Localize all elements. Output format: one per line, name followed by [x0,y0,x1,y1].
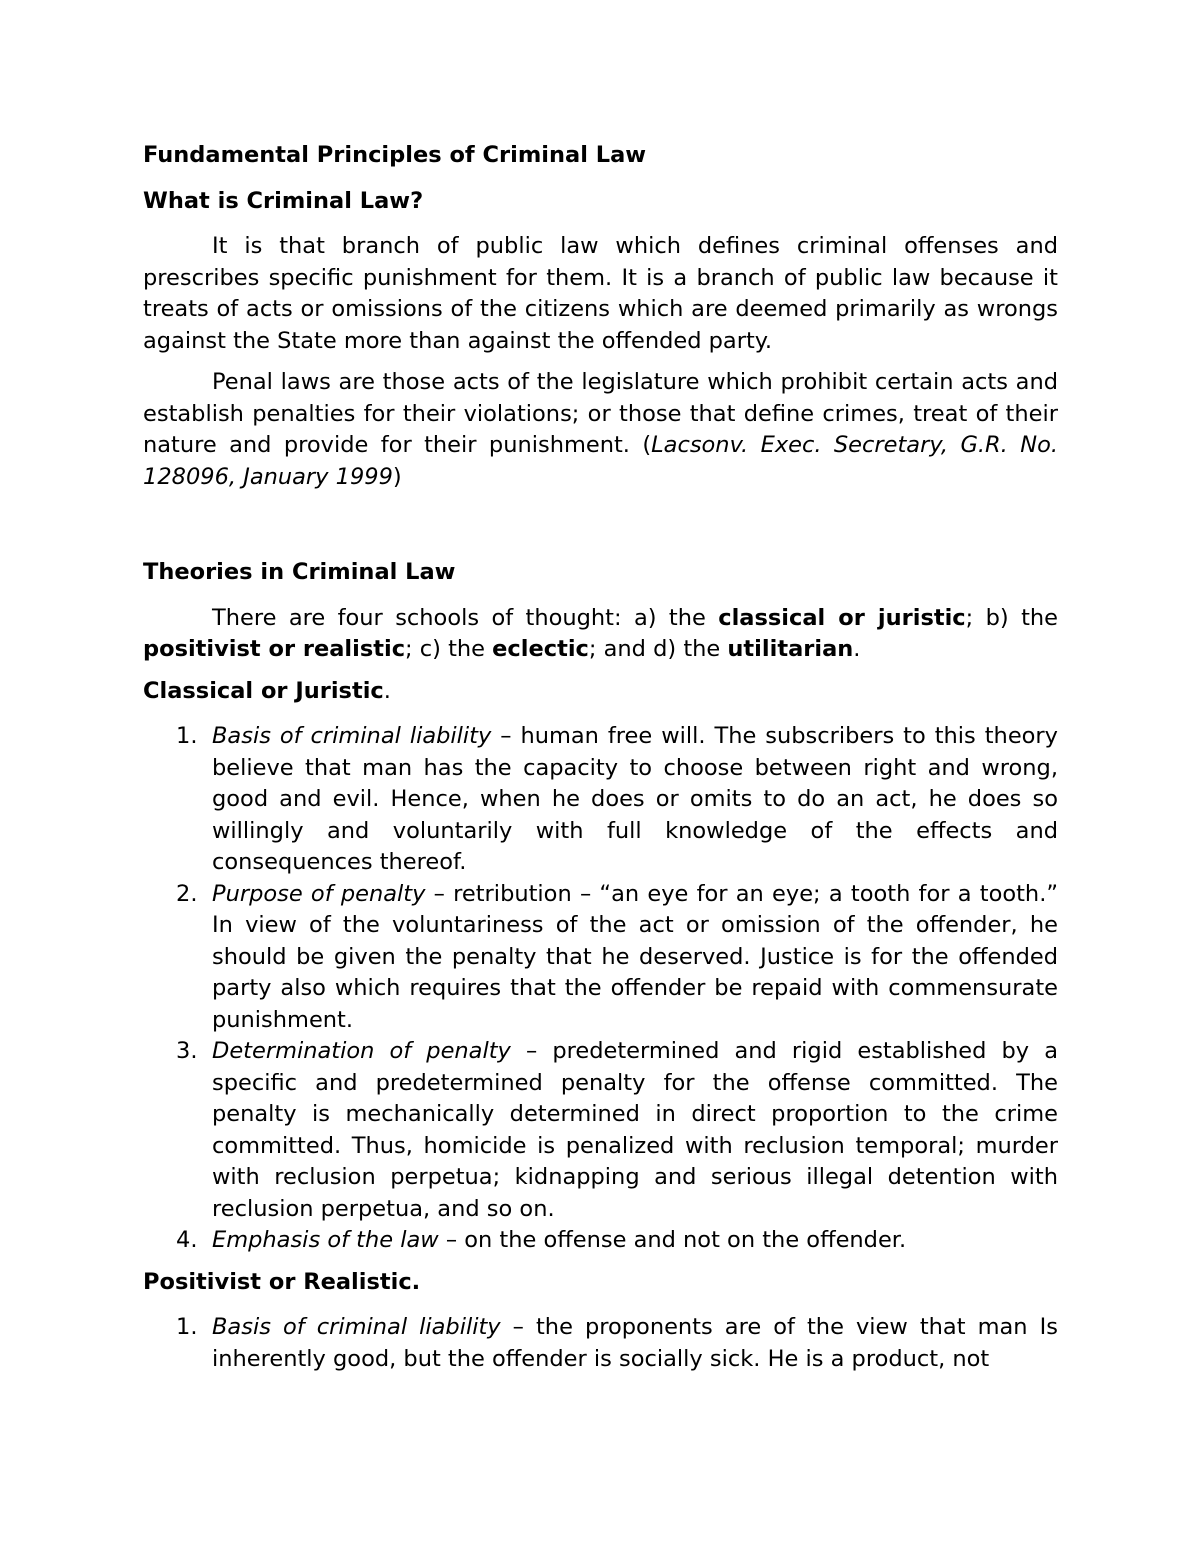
list-term: Emphasis of the law [212,1227,439,1253]
list-number: 1. [176,1314,198,1340]
school-eclectic: eclectic [492,636,589,662]
paragraph-definition: It is that branch of public law which defines criminal offenses and prescribes specific punishment for them. It is a branch of public law because it treats of acts or omissions of the citizens which are deemed primarily as wrongs against the State more than against the offended party. [143,233,1058,354]
list-item [143,1036,1058,1225]
school-classical: classical or juristic [718,604,966,631]
schools-text-1: There are four schools of thought: a) the [212,604,719,631]
list-text: – human free will. The subscribers to this theory believe that man has the capacity to choose between right and wrong, good and evil. Hence, when he does or omits to do an act, he does so willingly and voluntarily with full knowledge of the effects and consequences thereof. [212,723,1058,875]
paragraph-penal-laws-text: Penal laws are those acts of the legislature which prohibit certain acts and establish penalties for their violations; or those that define crimes, treat of their nature and provide for their punishment. ( [143,369,1058,458]
list-term: Basis of criminal liability [212,723,492,749]
section-gap [143,503,1058,557]
schools-text-2: ; b) the [965,604,1059,631]
school-positivist: positivist or realistic [143,636,406,662]
schools-text-5: . [853,636,861,662]
school-utilitarian: utilitarian [727,636,854,662]
classical-heading-period: . [383,677,391,704]
list-number: 3. [176,1038,198,1064]
document-page [143,140,1058,1385]
list-item [143,1225,1058,1257]
section-heading-positivist: Positivist or Realistic. [143,1268,421,1295]
list-text: – the proponents are of the view that man Is inherently good, but the offender is socially sick. He is a product, not [212,1314,1058,1372]
citation: Lacsonv. Exec. Secretary, G.R. No. 128096, January 1999 [143,432,1058,490]
classical-list [143,721,1058,1257]
schools-text-4: ; and d) the [588,636,728,662]
list-item [143,721,1058,879]
paragraph-schools-of-thought [143,603,1058,666]
list-term: Basis of criminal liability [212,1314,501,1340]
section-heading-classical [143,676,1058,708]
list-text: – retribution – “an eye for an eye; a tooth for a tooth.” In view of the voluntariness of the act or omission of the offender, he should be given the penalty that he deserved. Justice is for the offended party also which requires that the offender be repaid with commensurate punishment. [212,880,1058,1033]
list-item [143,879,1058,1037]
list-number: 4. [176,1227,198,1253]
paragraph-penal-laws [143,367,1058,493]
list-term: Determination of penalty [212,1038,511,1064]
document-title: Fundamental Principles of Criminal Law [143,142,647,168]
section-heading-what-is-criminal-law: What is Criminal Law? [143,187,424,214]
classical-heading-text: Classical or Juristic [143,677,384,704]
citation-close: ) [392,463,402,490]
list-item [143,1312,1058,1375]
list-text: – predetermined and rigid established by a specific and predetermined penalty for the offense committed. The penalty is mechanically determined in direct proportion to the crime committed. Thus, homicide is penalized with reclusion temporal; murder with reclusion perpetua; kidnapping and serious illegal detention with reclusion perpetua, and so on. [212,1038,1059,1222]
list-number: 1. [176,723,198,749]
list-text: – on the offense and not on the offender. [438,1227,907,1253]
schools-text-3: ; c) the [405,636,493,662]
section-heading-theories: Theories in Criminal Law [143,559,456,585]
list-number: 2. [176,880,198,907]
list-term: Purpose of penalty [212,880,426,907]
positivist-list [143,1312,1058,1375]
